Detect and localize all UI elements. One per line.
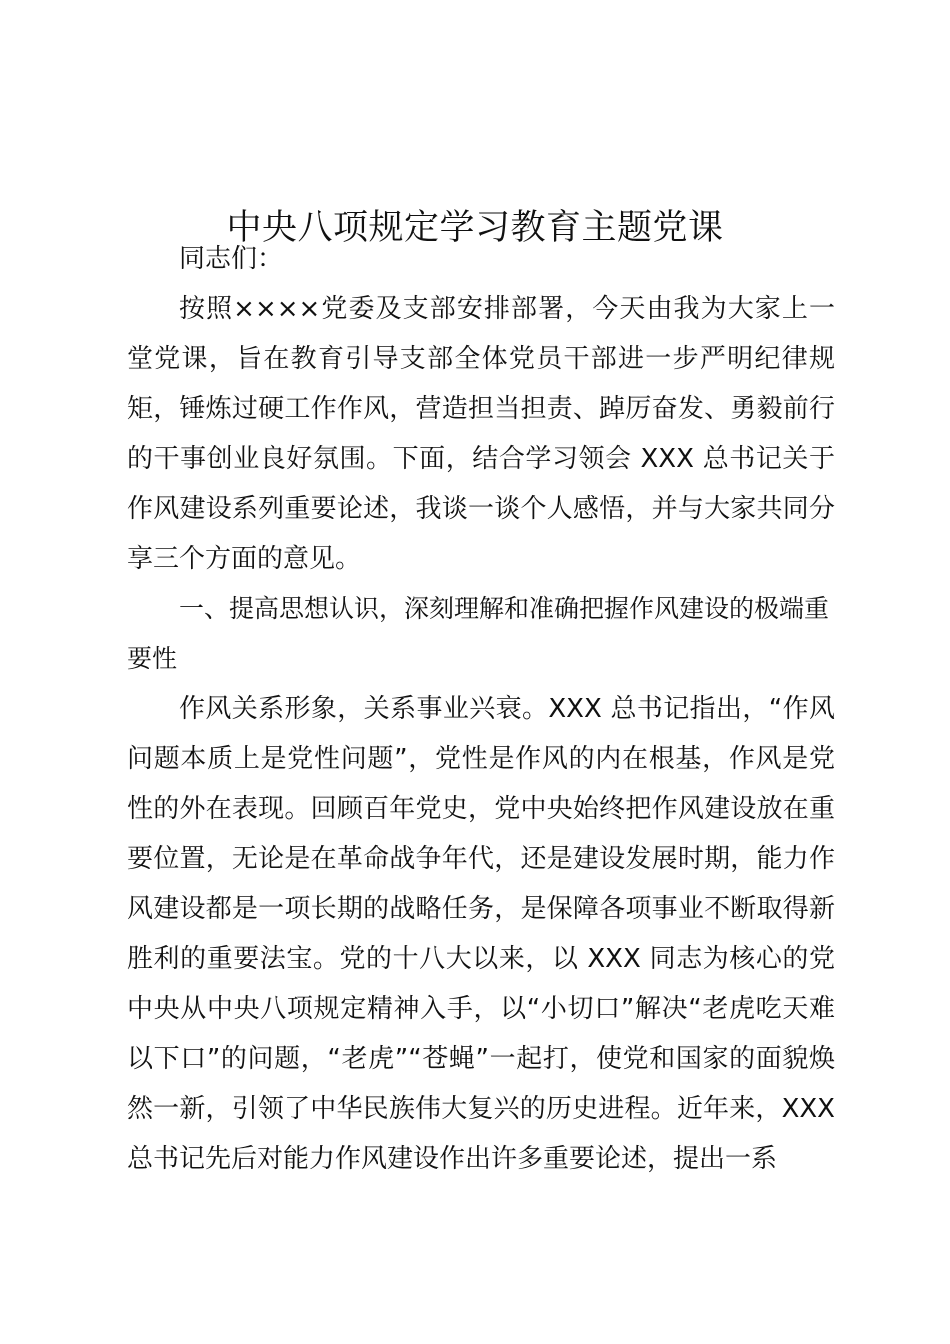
document-title: 中央八项规定学习教育主题党课 <box>226 208 724 249</box>
salutation: 同志们： <box>179 244 284 274</box>
section-heading: 一、提高思想认识，深刻理解和准确把握作风建设的极端重要性 <box>127 594 830 673</box>
intro-paragraph: 按照××××党委及支部安排部署，今天由我为大家上一堂党课，旨在教育引导支部全体党员干部进一步严明纪律规矩，锤炼过硬工作作风，营造担当担责、踔厉奋发、勇毅前行的干事创业良好氛围。下面，结合学习领会 XXX 总书记关于作风建设系列重要论述，我谈一谈个人感悟，并与大家共同分享三个方面的意见。 <box>127 294 835 574</box>
document-body <box>127 234 835 1184</box>
section-paragraph: 作风关系形象，关系事业兴衰。XXX 总书记指出，“作风问题本质上是党性问题”，党性是作风的内在根基，作风是党性的外在表现。回顾百年党史，党中央始终把作风建设放在重要位置，无论是在革命战争年代，还是建设发展时期，能力作风建设都是一项长期的战略任务，是保障各项事业不断取得新胜利的重要法宝。党的十八大以来，以 XXX 同志为核心的党中央从中央八项规定精神入手，以“小切口”解决“老虎吃天难以下口”的问题，“老虎”“苍蝇”一起打，使党和国家的面貌焕然一新，引领了中华民族伟大复兴的历史进程。近年来，XXX 总书记先后对能力作风建设作出许多重要论述，提出一系 <box>127 694 835 1174</box>
